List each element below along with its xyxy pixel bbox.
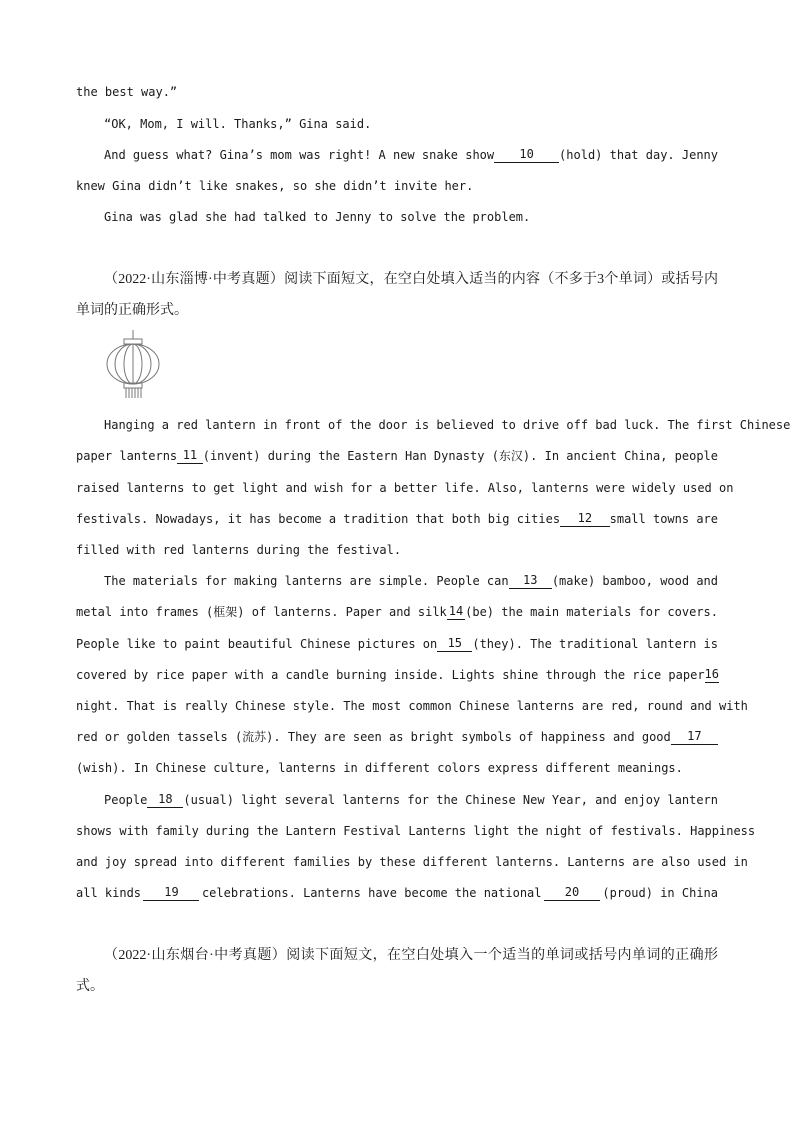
- answer-blank-14[interactable]: 14: [448, 604, 464, 618]
- text-segment: People like to paint beautiful Chinese pictures on: [76, 637, 438, 651]
- passage1-line: [76, 147, 718, 163]
- answer-blank-16[interactable]: 16: [704, 667, 719, 681]
- passage2-line: [76, 729, 718, 745]
- text-segment: The materials for making lanterns are simple. People can: [104, 574, 509, 588]
- text-segment: all kinds: [76, 886, 142, 900]
- passage2-line: filled with red lanterns during the festival.: [76, 543, 402, 557]
- passage1-line: the best way.”: [76, 85, 178, 99]
- answer-blank-11[interactable]: 11: [177, 448, 203, 464]
- text-segment: celebrations. Lanterns have become the national: [201, 886, 542, 900]
- text-segment: People: [104, 793, 148, 807]
- lantern-icon: [104, 330, 162, 400]
- text-segment: (be) the main materials for covers.: [465, 605, 718, 619]
- passage1-line: knew Gina didn’t like snakes, so she didn’t invite her.: [76, 179, 474, 193]
- answer-blank-13[interactable]: 13: [509, 573, 552, 589]
- passage1-line: Gina was glad she had talked to Jenny to solve the problem.: [104, 210, 531, 224]
- passage1-line: “OK, Mom, I will. Thanks,” Gina said.: [104, 117, 372, 131]
- answer-blank-12[interactable]: 12: [560, 511, 610, 527]
- passage2-line: shows with family during the Lantern Festival Lanterns light the night of festivals. Happiness: [76, 824, 756, 838]
- text-segment: covered by rice paper with a candle burning inside. Lights shine through the rice paper: [76, 668, 705, 682]
- passage2-line: [76, 448, 718, 464]
- passage2-line: [76, 792, 718, 808]
- text-segment: festivals. Nowadays, it has become a tradition that both big cities: [76, 512, 561, 526]
- answer-blank-10[interactable]: 10: [494, 147, 559, 163]
- text-segment: (make) bamboo, wood and: [551, 574, 718, 588]
- text-segment: And guess what? Gina’s mom was right! A new snake show: [104, 148, 495, 162]
- text-segment: (they). The traditional lantern is: [472, 637, 718, 651]
- passage2-line: night. That is really Chinese style. The most common Chinese lanterns are red, round and with: [76, 699, 748, 713]
- answer-blank-17[interactable]: 17: [671, 729, 718, 745]
- passage2-line: [76, 636, 718, 652]
- passage2-line: [76, 573, 718, 589]
- text-segment: paper lanterns: [76, 449, 178, 463]
- text-segment: metal into frames (框架) of lanterns. Paper and silk: [76, 605, 447, 619]
- passage2-line: (wish). In Chinese culture, lanterns in different colors express different meanings.: [76, 761, 683, 775]
- answer-blank-19[interactable]: 19: [143, 885, 199, 901]
- passage2-line: [76, 885, 718, 901]
- text-segment: red or golden tassels (流苏). They are seen as bright symbols of happiness and good: [76, 730, 671, 744]
- passage2-line: Hanging a red lantern in front of the door is believed to drive off bad luck. The first Chinese: [104, 418, 791, 432]
- text-segment: (proud) in China: [602, 886, 718, 900]
- answer-blank-20[interactable]: 20: [544, 885, 600, 901]
- passage2-line: [76, 667, 718, 683]
- passage2-line: [76, 604, 718, 620]
- passage2-line: raised lanterns to get light and wish for a better life. Also, lanterns were widely used on: [76, 481, 734, 495]
- section-intro: （2022·山东淄博·中考真题）阅读下面短文，在空白处填入适当的内容（不多于3个单词）或括号内单词的正确形式。: [76, 272, 718, 318]
- passage2-line: and joy spread into different families by these different lanterns. Lanterns are also used in: [76, 855, 748, 869]
- section-intro: （2022·山东烟台·中考真题）阅读下面短文，在空白处填入一个适当的单词或括号内单词的正确形式。: [76, 948, 718, 994]
- text-segment: (invent) during the Eastern Han Dynasty (东汉). In ancient China, people: [202, 449, 718, 463]
- answer-blank-18[interactable]: 18: [147, 792, 183, 808]
- text-segment: small towns are: [609, 512, 718, 526]
- answer-blank-15[interactable]: 15: [437, 636, 472, 652]
- text-segment: (hold) that day. Jenny: [559, 148, 718, 162]
- passage2-line: [76, 511, 718, 527]
- text-segment: (usual) light several lanterns for the Chinese New Year, and enjoy lantern: [183, 793, 718, 807]
